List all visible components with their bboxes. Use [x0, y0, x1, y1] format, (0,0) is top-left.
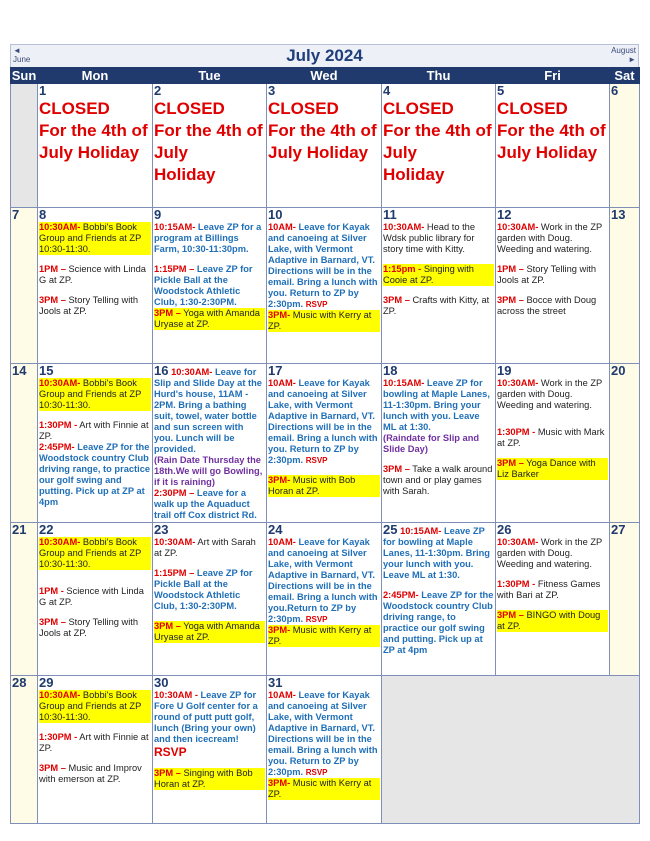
day-cell-empty	[11, 84, 38, 208]
right-arrow-icon: ►	[628, 55, 636, 64]
event-item: 25 10:15AM- Leave ZP for bowling at Maple Lanes, 11-1:30pm. Bring your lunch with you. Leave ML at 1:30.	[383, 522, 490, 580]
event-item: 16 10:30AM- Leave for Slip and Slide Day at the Hurd's house, 11AM - 2PM. Bring a bathing suit, towel, water bottle and sun screen with you. Lunch will be provided.	[154, 363, 262, 454]
month-title: July 2024	[286, 46, 363, 65]
closed-notice: CLOSED For the 4th of July Holiday	[39, 99, 148, 162]
event-item: 3PM – Crafts with Kitty, at ZP.	[383, 295, 490, 316]
day-number: 17	[268, 363, 283, 378]
day-number: 23	[154, 522, 169, 537]
day-number: 27	[611, 522, 626, 537]
event-item: 10AM- Leave for Kayak and canoeing at Silver Lake, with Vermont Adaptive in Barnard, VT. Directions will be in the email. Bring a lunch with you. Return to ZP by 2:30pm. RSVP	[268, 378, 378, 465]
event-item: 10:30AM- Bobbi's Book Group and Friends at ZP 10:30-11:30.	[39, 378, 151, 411]
day-cell[interactable]	[610, 523, 640, 676]
weekday-wed: Wed	[267, 68, 382, 84]
day-cell[interactable]	[38, 676, 153, 824]
day-cell[interactable]	[38, 523, 153, 676]
day-number: 16	[154, 363, 169, 378]
day-number: 10	[268, 207, 283, 222]
rsvp-label: RSVP	[154, 745, 187, 759]
left-arrow-icon: ◄	[13, 46, 21, 55]
event-item: 3PM – Story Telling with Jools at ZP.	[39, 295, 139, 316]
event-item: 1PM – Science with Linda G at ZP.	[39, 264, 146, 285]
day-number: 25	[383, 522, 398, 537]
closed-notice: CLOSED For the 4th of July Holiday	[383, 99, 492, 184]
calendar	[10, 44, 639, 824]
day-cell[interactable]	[267, 208, 382, 364]
day-cell[interactable]	[382, 364, 496, 523]
event-item: 3PM – Music and Improv with emerson at ZP.	[39, 763, 142, 784]
event-item: 10:30AM- Work in the ZP garden with Doug. Weeding and watering.	[497, 537, 603, 569]
day-number: 1	[39, 83, 47, 98]
day-cell[interactable]	[267, 84, 382, 208]
weekday-mon: Mon	[38, 68, 153, 84]
day-number: 14	[12, 363, 27, 378]
event-item: 10AM- Leave for Kayak and canoeing at Silver Lake, with Vermont Adaptive in Barnard, VT. Directions will be in the email. Bring a lunch with you. Return to ZP by 2:30pm. RSVP	[268, 690, 378, 777]
event-item: 10:30AM- Work in the ZP garden with Doug. Weeding and watering.	[497, 378, 603, 410]
day-cell[interactable]	[382, 523, 496, 676]
event-item: 10:30AM- Work in the ZP garden with Doug. Weeding and watering.	[497, 222, 603, 254]
week-row	[11, 364, 640, 523]
event-item: 10AM- Leave for Kayak and canoeing at Silver Lake, with Vermont Adaptive in Barnard, VT. Directions will be in the email. Bring a lunch with you.Return to ZP by 2:30pm. RSVP	[268, 537, 378, 624]
day-number: 22	[39, 522, 54, 537]
event-item: 3PM – Singing with Bob Horan at ZP.	[154, 768, 265, 790]
day-number: 12	[497, 207, 512, 222]
day-number: 5	[497, 83, 505, 98]
day-cell[interactable]	[153, 523, 267, 676]
day-number: 18	[383, 363, 398, 378]
event-item: 3PM- Music with Kerry at ZP.	[268, 310, 380, 332]
day-cell[interactable]	[496, 208, 610, 364]
event-item: 1:30PM - Fitness Games with Bari at ZP.	[497, 579, 601, 600]
day-cell[interactable]	[382, 208, 496, 364]
prev-month-link[interactable]: ◄ June	[13, 46, 31, 64]
day-cell[interactable]	[382, 84, 496, 208]
day-cell[interactable]	[11, 208, 38, 364]
day-number: 7	[12, 207, 20, 222]
day-number: 20	[611, 363, 626, 378]
weekday-tue: Tue	[153, 68, 267, 84]
event-item: 3PM – Bocce with Doug across the street	[497, 295, 597, 316]
week-row	[11, 208, 640, 364]
day-number: 4	[383, 83, 391, 98]
week-row	[11, 84, 640, 208]
day-number: 13	[611, 207, 626, 222]
event-item: 10:30AM- Bobbi's Book Group and Friends at ZP 10:30-11:30.	[39, 222, 151, 255]
weekday-fri: Fri	[496, 68, 610, 84]
day-cell[interactable]	[11, 676, 38, 824]
calendar-header	[10, 44, 639, 67]
day-cell[interactable]	[38, 84, 153, 208]
day-number: 29	[39, 675, 54, 690]
day-number: 2	[154, 83, 162, 98]
day-cell[interactable]	[38, 364, 153, 523]
event-note: (Rain Date Thursday the 18th.We will go Bowling, if it is raining)	[154, 455, 263, 487]
day-number: 26	[497, 522, 512, 537]
day-number: 24	[268, 522, 283, 537]
event-item: 3PM – Story Telling with Jools at ZP.	[39, 617, 139, 638]
day-number: 31	[268, 675, 283, 690]
event-item: 10:30AM- Head to the Wdsk public library for story time with Kitty.	[383, 222, 475, 254]
event-item: 1:15pm - Singing with Cooie at ZP.	[383, 264, 494, 286]
day-cell[interactable]	[153, 364, 267, 523]
closed-notice: CLOSED For the 4th of July Holiday	[497, 99, 606, 162]
day-cell[interactable]	[153, 84, 267, 208]
day-number: 30	[154, 675, 169, 690]
day-cell[interactable]	[153, 208, 267, 364]
day-cell[interactable]	[496, 364, 610, 523]
day-cell[interactable]	[267, 523, 382, 676]
event-item: 3PM- Music with Kerry at ZP.	[268, 778, 380, 800]
calendar-grid	[10, 67, 640, 824]
closed-notice: CLOSED For the 4th of July Holiday	[268, 99, 377, 162]
event-item: 10:15AM- Leave ZP for a program at Billings Farm, 10:30-11:30pm.	[154, 222, 262, 254]
weekday-thu: Thu	[382, 68, 496, 84]
event-item: 3PM – BINGO with Doug at ZP.	[497, 610, 608, 632]
day-cell[interactable]	[11, 364, 38, 523]
event-item: 10AM- Leave for Kayak and canoeing at Silver Lake, with Vermont Adaptive in Barnard, VT. Directions will be in the email. Bring a lunch with you. Return to ZP by 2:30pm. RSVP	[268, 222, 378, 309]
weekday-header	[11, 68, 640, 84]
event-item: 2:45PM- Leave ZP for the Woodstock country Club driving range, to practice our golf swing and putting. Pick up at ZP at 4pm	[383, 590, 494, 655]
next-month-link[interactable]: August ►	[611, 46, 636, 64]
day-cell[interactable]	[267, 364, 382, 523]
day-cell[interactable]	[153, 676, 267, 824]
week-row	[11, 523, 640, 676]
day-number: 6	[611, 83, 619, 98]
event-item: 2:45PM- Leave ZP for the Woodstock country Club driving range, to practice our golf swing and putting. Pick up at ZP at 4pm	[39, 442, 151, 507]
closed-notice: CLOSED For the 4th of July Holiday	[154, 99, 263, 184]
event-item: 1:30PM - Art with Finnie at ZP.	[39, 420, 149, 441]
event-item: 10:15AM- Leave ZP for bowling at Maple Lanes, 11-1:30pm. Bring your lunch with you. Leave ML at 1:30.	[383, 378, 490, 432]
day-number: 8	[39, 207, 47, 222]
event-item: 3PM- Music with Kerry at ZP.	[268, 625, 380, 647]
event-item: 3PM- Music with Bob Horan at ZP.	[268, 475, 380, 497]
day-cell[interactable]	[38, 208, 153, 364]
week-row	[11, 676, 640, 824]
day-number: 3	[268, 83, 276, 98]
day-cell[interactable]	[496, 84, 610, 208]
event-item: 1:15PM – Leave ZP for Pickle Ball at the Woodstock Athletic Club, 1:30-2:30PM.	[154, 568, 253, 611]
event-item: 10:30AM- Bobbi's Book Group and Friends at ZP 10:30-11:30.	[39, 690, 151, 723]
event-item: 2:30PM – Leave for a walk up the Aquaduct trail off Cox district Rd.	[154, 488, 257, 520]
day-number: 15	[39, 363, 54, 378]
event-item: 1PM – Story Telling with Jools at ZP.	[497, 264, 597, 285]
weekday-sun: Sun	[11, 68, 37, 83]
day-cell[interactable]	[610, 364, 640, 523]
event-item: 1:30PM - Art with Finnie at ZP.	[39, 732, 149, 753]
event-item: 3PM – Yoga with Amanda Uryase at ZP.	[154, 308, 265, 330]
day-cell[interactable]	[610, 84, 640, 208]
event-item: 3PM – Take a walk around town and or play games with Sarah.	[383, 464, 493, 496]
day-cell[interactable]	[11, 523, 38, 676]
event-note: (Raindate for Slip and Slide Day)	[383, 433, 480, 454]
day-cell[interactable]	[267, 676, 382, 824]
day-number: 9	[154, 207, 162, 222]
day-cell[interactable]	[496, 523, 610, 676]
event-item: 1PM - Science with Linda G at ZP.	[39, 586, 144, 607]
day-cell-empty	[382, 676, 640, 824]
event-item: 10:30AM - Leave ZP for Fore U Golf center for a round of putt putt golf, lunch (Bring your own) and then icecream!	[154, 690, 258, 744]
event-item: 1:15PM – Leave ZP for Pickle Ball at the Woodstock Athletic Club, 1:30-2:30PM.	[154, 264, 253, 307]
event-item: 3PM – Yoga Dance with Liz Barker	[497, 458, 608, 480]
event-item: 1:30PM - Music with Mark at ZP.	[497, 427, 605, 448]
event-item: 3PM – Yoga with Amanda Uryase at ZP.	[154, 621, 265, 643]
day-number: 21	[12, 522, 27, 537]
day-number: 28	[12, 675, 27, 690]
event-item: 10:30AM- Bobbi's Book Group and Friends at ZP 10:30-11:30.	[39, 537, 151, 570]
day-cell[interactable]	[610, 208, 640, 364]
weekday-sat: Sat	[610, 68, 640, 84]
event-item: 10:30AM- Art with Sarah at ZP.	[154, 537, 256, 558]
day-number: 19	[497, 363, 512, 378]
day-number: 11	[383, 207, 397, 222]
